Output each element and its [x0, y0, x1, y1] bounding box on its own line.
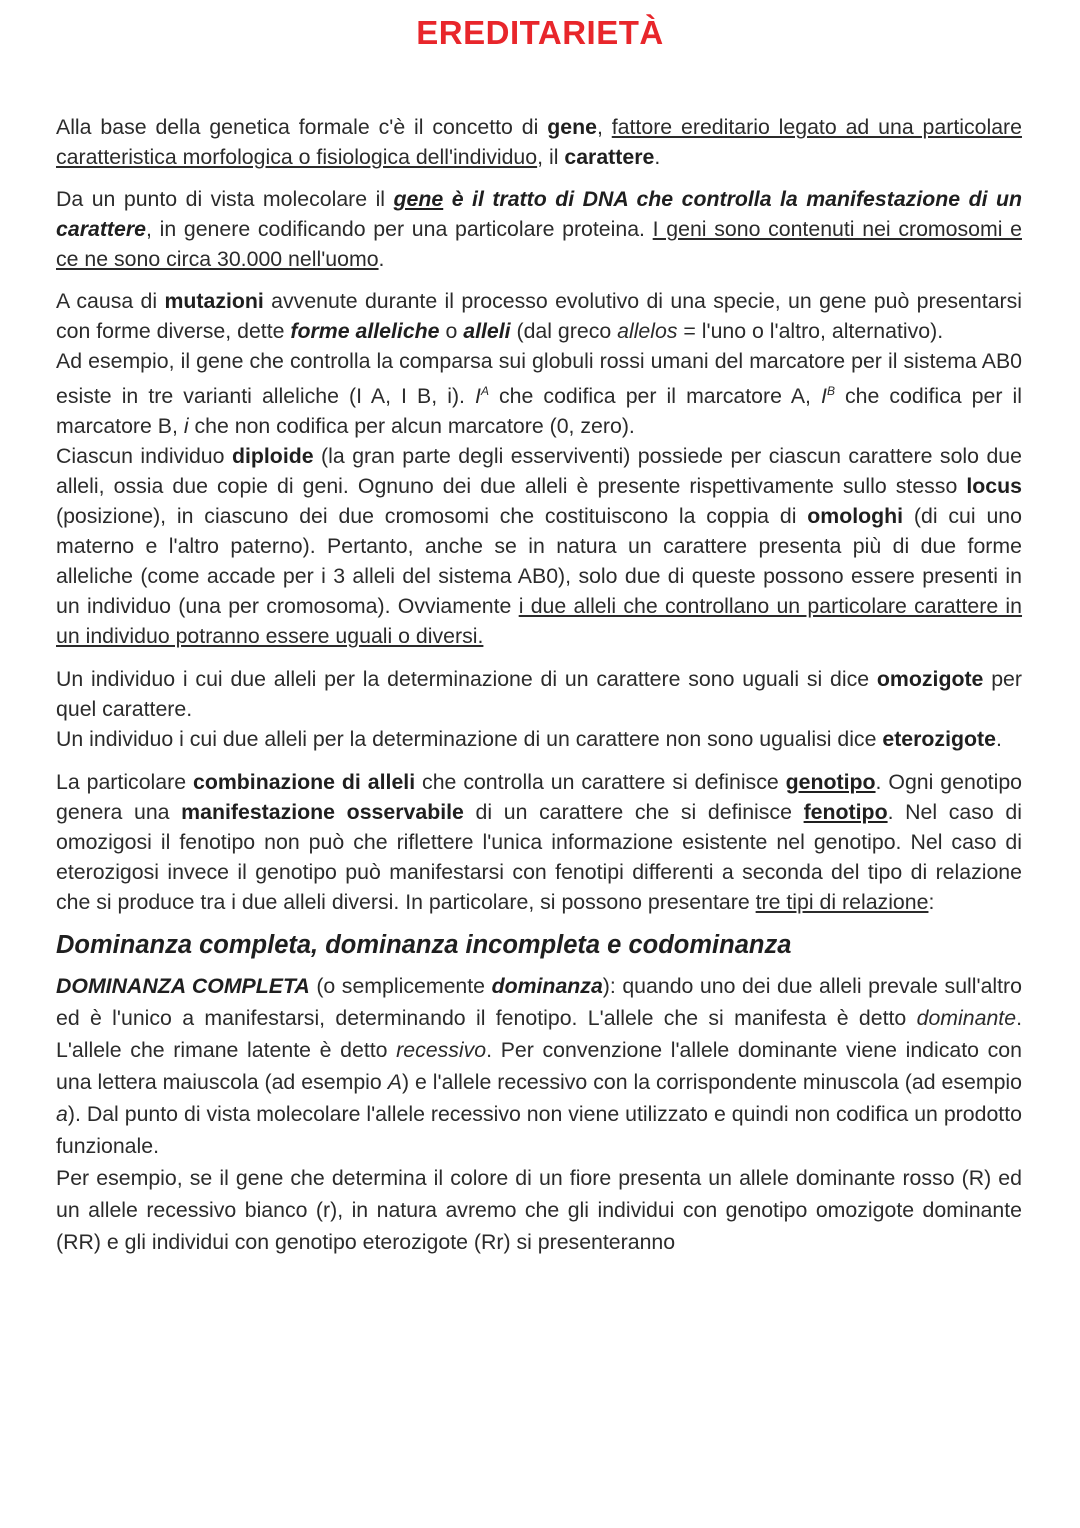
term-eterozigote: eterozigote: [882, 727, 996, 752]
text: di un carattere che si definisce: [463, 800, 804, 825]
text: Da un punto di vista molecolare il: [56, 187, 394, 211]
text: (di cui uno materno e l'altro paterno). Pertanto, anche se in natura un carattere presenta più di due forme alleliche (come accade per i 3 alleli del sistema AB0), solo due di queste possono essere presenti in un individuo (una per cromosoma). Ovviamente: [56, 504, 1022, 619]
text: Un individuo i cui due alleli per la determinazione di un carattere sono uguali si dice: [56, 667, 877, 692]
paragraph-molecular-view: [56, 184, 1022, 274]
superscript-A: A: [480, 384, 489, 398]
text: ,: [596, 115, 612, 139]
term-dominante: dominante: [916, 1006, 1017, 1031]
text: che codifica per il marcatore B,: [56, 384, 1022, 439]
document-body: [56, 112, 1022, 1258]
paragraph-gene-definition: [56, 112, 1022, 172]
text: che controlla un carattere si definisce: [415, 770, 786, 795]
text: (la gran parte degli esserviventi) possiede per ciascun carattere solo due alleli, ossia due copie di geni. Ognuno dei due alleli è presente rispettivamente sullo stesso: [56, 444, 1022, 499]
text: Per esempio, se il gene che determina il colore di un fiore presenta un allele dominante rosso (R) ed un allele recessivo bianco (r), in natura avremo che gli individui con genotipo omozigote dominante (RR) e gli individui con genotipo eterozigote (Rr) si presenteranno: [56, 1166, 1022, 1255]
text: :: [928, 890, 935, 915]
term-locus: locus: [966, 474, 1022, 499]
text: A causa di: [56, 289, 165, 313]
text: per quel carattere.: [56, 667, 1022, 722]
section-heading: Dominanza completa, dominanza incompleta e codominanza: [56, 931, 792, 960]
text: . Nel caso di omozigosi il fenotipo non può che riflettere l'unica informazione esistente nel genotipo. Nel caso di eterozigosi invece il genotipo può manifestarsi con fenotipi differenti a seconda del tipo di relazione che si produce tra i due alleli diversi. In particolare, si possono presentare: [56, 800, 1022, 915]
allele-IB: I: [821, 384, 827, 409]
text: .: [995, 727, 1002, 752]
term-recessivo: recessivo: [396, 1038, 487, 1063]
term-manifestazione: manifestazione osservabile: [181, 800, 464, 825]
term-allelos: allelos: [617, 319, 678, 343]
term-omologhi: omologhi: [807, 504, 904, 529]
paragraph-ab0-example: [56, 346, 1022, 441]
text: , in genere codificando per una particolare proteina.: [145, 217, 653, 241]
allele-i: i: [183, 414, 189, 439]
page-title: EREDITARIETÀ: [416, 14, 664, 51]
underlined-genes-count: I geni sono contenuti nei cromosomi e ce ne sono circa 30.000 nell'uomo: [56, 217, 1022, 271]
allele-A: A: [387, 1070, 402, 1095]
text: . Ogni genotipo genera una: [56, 770, 1023, 825]
text: ) e l'allele recessivo con la corrispondente minuscola (ad esempio: [401, 1070, 1022, 1095]
text: . Per convenzione l'allele dominante viene indicato con una lettera maiuscola (ad esempio: [56, 1038, 1022, 1095]
allele-a: a: [56, 1102, 68, 1127]
text: . L'allele che rimane latente è detto: [56, 1006, 1022, 1063]
text: che non codifica per alcun marcatore (0, zero).: [188, 414, 635, 439]
term-dominanza-completa: DOMINANZA COMPLETA: [56, 974, 310, 999]
emphasis-gene-definition: è il tratto di DNA che controlla la manifestazione di un carattere: [56, 187, 1022, 241]
term-mutazioni: mutazioni: [164, 289, 264, 313]
text: .: [654, 145, 661, 169]
text: ). Dal punto di vista molecolare l'allele recessivo non viene utilizzato e quindi non codifica un prodotto funzionale.: [56, 1102, 1022, 1159]
term-genotipo: genotipo: [785, 770, 876, 795]
text: Ad esempio, il gene che controlla la comparsa sui globuli rossi umani del marcatore per il sistema AB0 esiste in tre varianti alleliche (I A, I B, i).: [56, 349, 1022, 409]
text: Alla base della genetica formale c'è il concetto di: [56, 115, 548, 139]
text: , il: [537, 145, 565, 169]
paragraph-eterozigote: [56, 724, 1022, 754]
text: (posizione), in ciascuno dei due cromosomi che costituiscono la coppia di: [56, 504, 808, 529]
paragraph-dominanza-completa: [56, 970, 1022, 1162]
text: .: [378, 247, 385, 271]
text: avvenute durante il processo evolutivo di una specie, un gene può presentarsi con forme diverse, dette: [56, 289, 1023, 343]
text: = l'uno o l'altro, alternativo).: [677, 319, 944, 343]
term-gene: gene: [547, 115, 597, 139]
term-dominanza: dominanza: [491, 974, 603, 999]
term-fenotipo: fenotipo: [803, 800, 888, 825]
paragraph-diploid: [56, 441, 1022, 651]
term-diploide: diploide: [231, 444, 314, 469]
term-gene-molecular: gene: [393, 187, 444, 211]
underlined-definition: fattore ereditario legato ad una particolare caratteristica morfologica o fisiologica dell'individuo: [56, 115, 1022, 169]
paragraph-mutations: [56, 286, 1022, 346]
paragraph-genotipo-fenotipo: [56, 767, 1022, 917]
allele-IA: I: [475, 384, 481, 409]
term-carattere: carattere: [564, 145, 655, 169]
term-alleli: alleli: [463, 319, 511, 343]
term-combinazione: combinazione di alleli: [192, 770, 416, 795]
text: La particolare: [56, 770, 193, 795]
text: (o semplicemente: [309, 974, 492, 999]
term-forme-alleliche: forme alleliche: [290, 319, 440, 343]
text: Ciascun individuo: [56, 444, 232, 469]
paragraph-flower-example: [56, 1162, 1022, 1258]
term-omozigote: omozigote: [876, 667, 984, 692]
paragraph-omozigote: [56, 664, 1022, 724]
text: ): quando uno dei due alleli prevale sull'altro ed è l'unico a manifestarsi, determinando il fenotipo. L'allele che si manifesta è detto: [56, 974, 1022, 1031]
underlined-alleles-note: i due alleli che controllano un particolare carattere in un individuo potranno essere uguali o diversi.: [56, 594, 1023, 649]
underlined-three-relations: tre tipi di relazione: [755, 890, 929, 915]
text: (dal greco: [510, 319, 618, 343]
text: o: [439, 319, 464, 343]
superscript-B: B: [826, 384, 835, 398]
text: che codifica per il marcatore A,: [488, 384, 822, 409]
text: Un individuo i cui due alleli per la determinazione di un carattere non sono ugualisi dice: [56, 727, 883, 752]
